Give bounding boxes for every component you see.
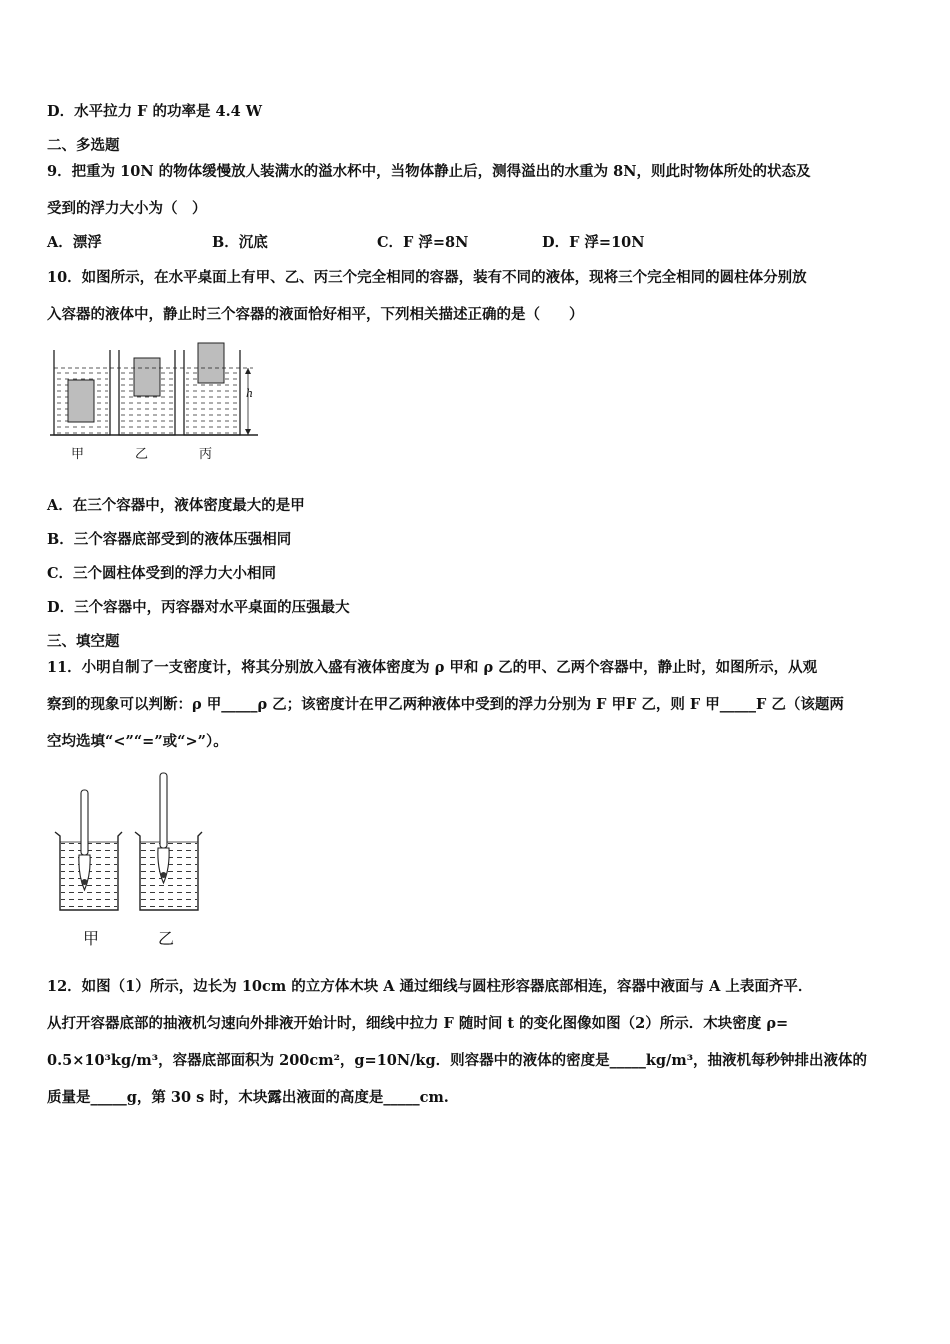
q9-option-a: A．漂浮: [47, 234, 102, 251]
q12-line-1: 12．如图（1）所示，边长为 10cm 的立方体木块 A 通过细线与圆柱形容器底部相连，容器中液面与 A 上表面齐平．: [47, 978, 813, 995]
q11-line-2: 察到的现象可以判断：ρ 甲_____ρ 乙；该密度计在甲乙两种液体中受到的浮力分别为 F 甲F 乙，则 F 甲_____F 乙（该题两: [47, 696, 844, 713]
q11-beakers-figure: [50, 770, 210, 950]
q11-line-1: 11．小明自制了一支密度计，将其分别放入盛有液体密度为 ρ 甲和 ρ 乙的甲、乙两个容器中，静止时，如图所示，从观: [47, 659, 818, 676]
q10-figure-label-yi: 乙: [135, 447, 149, 462]
section-title-multiple-choice: 二、多选题: [47, 137, 120, 154]
q9-option-d: D．F 浮=10N: [542, 234, 645, 251]
q10-option-a: A．在三个容器中，液体密度最大的是甲: [47, 497, 305, 514]
q11-figure-label-yi: 乙: [158, 929, 175, 948]
q11-beakers-drawing: [50, 770, 210, 915]
q12-line-4: 质量是_____g，第 30 s 时，木块露出液面的高度是_____cm.: [47, 1089, 449, 1106]
prev-option-d: D．水平拉力 F 的功率是 4.4 W: [47, 103, 263, 120]
q11-figure-label-jia: 甲: [83, 929, 100, 948]
q12-line-3: 0.5×10³kg/m³，容器底部面积为 200cm²，g=10N/kg．则容器中的液体的密度是_____kg/m³，抽液机每秒钟排出液体的: [47, 1052, 868, 1069]
q10-height-label: h: [246, 387, 254, 400]
q10-figure-label-jia: 甲: [71, 447, 85, 462]
q9-line-1: 9．把重为 10N 的物体缓慢放人装满水的溢水杯中，当物体静止后，测得溢出的水重为 8N，则此时物体所处的状态及: [47, 163, 811, 180]
q10-option-b: B．三个容器底部受到的液体压强相同: [47, 531, 292, 548]
q9-option-b: B．沉底: [212, 234, 268, 251]
q10-option-d: D．三个容器中，丙容器对水平桌面的压强最大: [47, 599, 350, 616]
q10-figure-label-bing: 丙: [199, 447, 213, 462]
q10-line-2: 入容器的液体中，静止时三个容器的液面恰好相平，下列相关描述正确的是（ ）: [47, 306, 584, 323]
q10-option-c: C．三个圆柱体受到的浮力大小相同: [47, 565, 277, 582]
q12-line-2: 从打开容器底部的抽液机匀速向外排液开始计时，细线中拉力 F 随时间 t 的变化图像如图（2）所示．木块密度 ρ=: [47, 1015, 789, 1032]
q9-line-2: 受到的浮力大小为（ ）: [47, 200, 207, 217]
q9-option-c: C．F 浮=8N: [377, 234, 469, 251]
q11-line-3: 空均选填“<”“=”或“>”）。: [47, 733, 228, 750]
q10-containers-figure: [48, 340, 268, 465]
q10-line-1: 10．如图所示，在水平桌面上有甲、乙、丙三个完全相同的容器，装有不同的液体，现将三个完全相同的圆柱体分别放: [47, 269, 807, 286]
section-title-fill-blank: 三、填空题: [47, 633, 120, 650]
